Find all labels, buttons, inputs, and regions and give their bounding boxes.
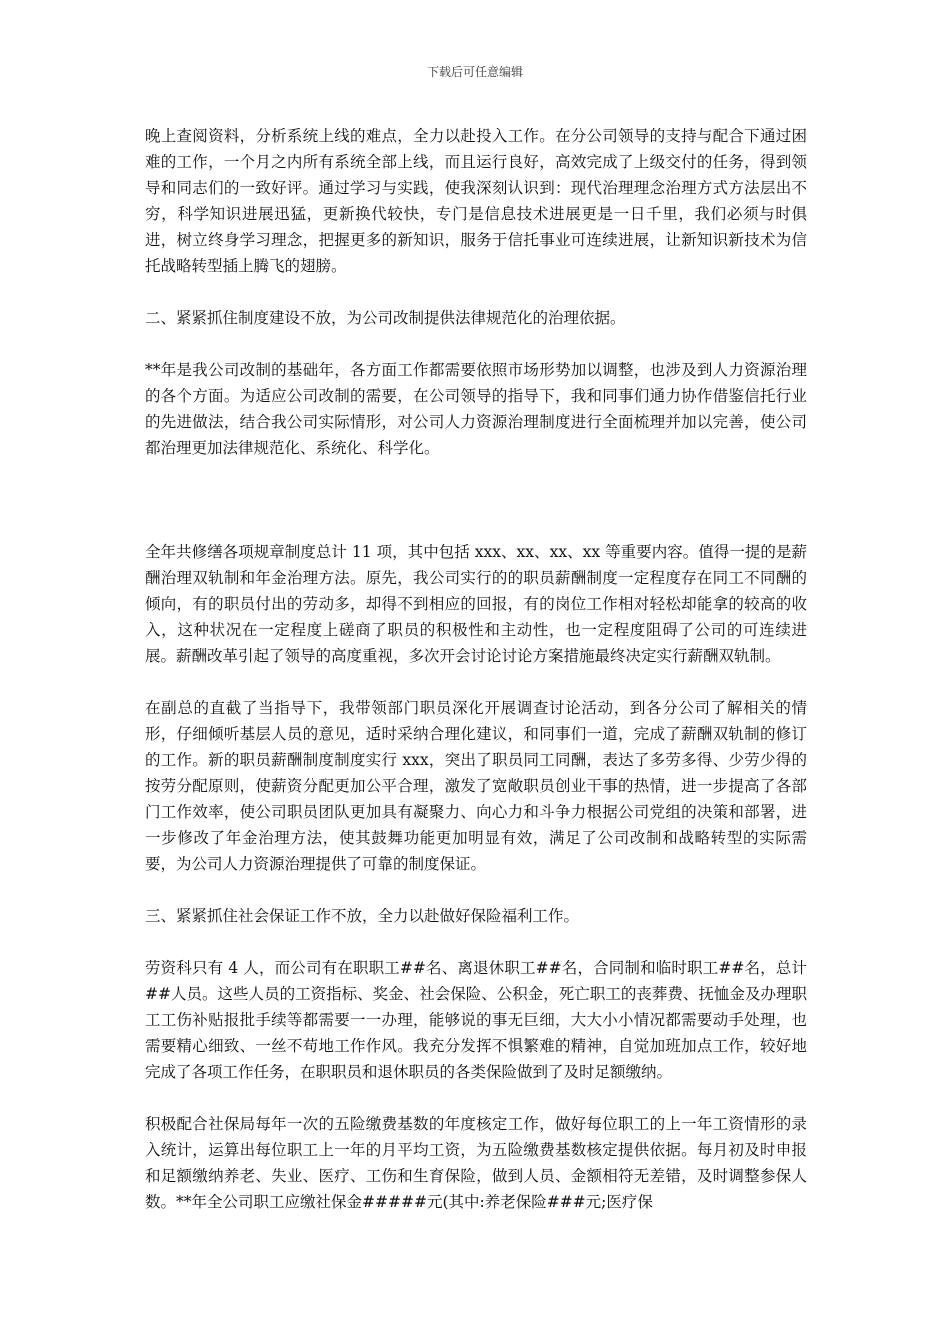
paragraph-intro: 晚上查阅资料，分析系统上线的难点，全力以赴投入工作。在分公司领导的支持与配合下通过困难的工作，一个月之内所有系统全部上线，而且运行良好，高效完成了上级交付的任务，得到领导和同志们的一致好评。通过学习与实践，使我深刻认识到：现代治理理念治理方式方法层出不穷，科学知识进展迅猛，更新换代较快，专门是信息技术进展更是一日千里，我们必须与时俱进，树立终身学习理念，把握更多的新知识，服务于信托事业可连续进展，让新知识新技术为信托战略转型插上腾飞的翅膀。 (145, 127, 807, 275)
paragraph-gap (145, 669, 807, 695)
section-heading-3: 三、紧紧抓住社会保证工作不放，全力以赴做好保险福利工作。 (145, 907, 580, 925)
paragraph-regulations: 全年共修缮各项规章制度总计 11 项，其中包括 xxx、xx、xx、xx 等重要内容。值得一提的是薪酬治理双轨制和年金治理方法。原先，我公司实行的的职员薪酬制度一定程度存在同工不同酬的倾向，有的职员付出的劳动多，却得不到相应的回报，有的岗位工作相对轻松却能拿的较高的收入，这种状况在一定程度上磋商了职员的积极性和主动性，也一定程度阻碍了公司的可连续进展。薪酬改革引起了领导的高度重视，多次开会讨论讨论方案措施最终决定实行薪酬双轨制。 (145, 543, 807, 665)
paragraph-gap-large (145, 461, 807, 539)
paragraph-gap (145, 877, 807, 903)
paragraph-reform-year: **年是我公司改制的基础年，各方面工作都需要依照市场形势加以调整，也涉及到人力资源治理的各个方面。为适应公司改制的需要，在公司领导的指导下，我和同事们通力协作借鉴信托行业的先进做法，结合我公司实际情形，对公司人力资源治理制度进行全面梳理并加以完善，使公司都治理更加法律规范化、系统化、科学化。 (145, 361, 807, 457)
paragraph-gap (145, 331, 807, 357)
page-header: 下载后可任意编辑 (426, 65, 523, 79)
paragraph-labor-staff: 劳资科只有 4 人，而公司有在职职工##名、离退休职工##名，合同制和临时职工##名，总计##人员。这些人员的工资指标、奖金、社会保险、公积金，死亡职工的丧葬费、抚恤金及办理职工工伤补贴报批手续等都需要一一办理，能够说的事无巨细，大大小小情况都需要动手处理，也需要精心细致、一丝不苟地工作作风。我充分发挥不惧繁难的精神，自觉加班加点工作，较好地完成了各项工作任务，在职职员和退休职员的各类保险做到了及时足额缴纳。 (145, 959, 807, 1081)
paragraph-social-insurance: 积极配合社保局每年一次的五险缴费基数的年度核定工作，做好每位职工的上一年工资情形的录入统计，运算出每位职工上一年的月平均工资，为五险缴费基数核定提供依据。每月初及时申报和足额缴纳养老、失业、医疗、工伤和生育保险，做到人员、金额相符无差错，及时调整参保人数。**年全公司职工应缴社保金#####元(其中:养老保险###元;医疗保 (145, 1115, 807, 1211)
paragraph-gap (145, 1085, 807, 1111)
paragraph-gap (145, 279, 807, 305)
paragraph-salary-reform: 在副总的直截了当指导下，我带领部门职员深化开展调查讨论活动，到各分公司了解相关的情形，仔细倾听基层人员的意见，适时采纳合理化建议，和同事们一道，完成了薪酬双轨制的修订的工作。新的职员薪酬制度制度实行 xxx，突出了职员同工同酬，表达了多劳多得、少劳少得的按劳分配原则，使薪资分配更加公平合理，激发了宽敞职员创业干事的热情，进一步提高了各部门工作效率，使公司职员团队更加具有凝聚力、向心力和斗争力根据公司党组的决策和部署，进一步修改了年金治理方法，使其鼓舞功能更加明显有效，满足了公司改制和战略转型的实际需要，为公司人力资源治理提供了可靠的制度保证。 (145, 699, 807, 873)
section-heading-2: 二、紧紧抓住制度建设不放，为公司改制提供法律规范化的治理依据。 (145, 309, 626, 327)
document-body (145, 123, 807, 1215)
paragraph-gap (145, 929, 807, 955)
